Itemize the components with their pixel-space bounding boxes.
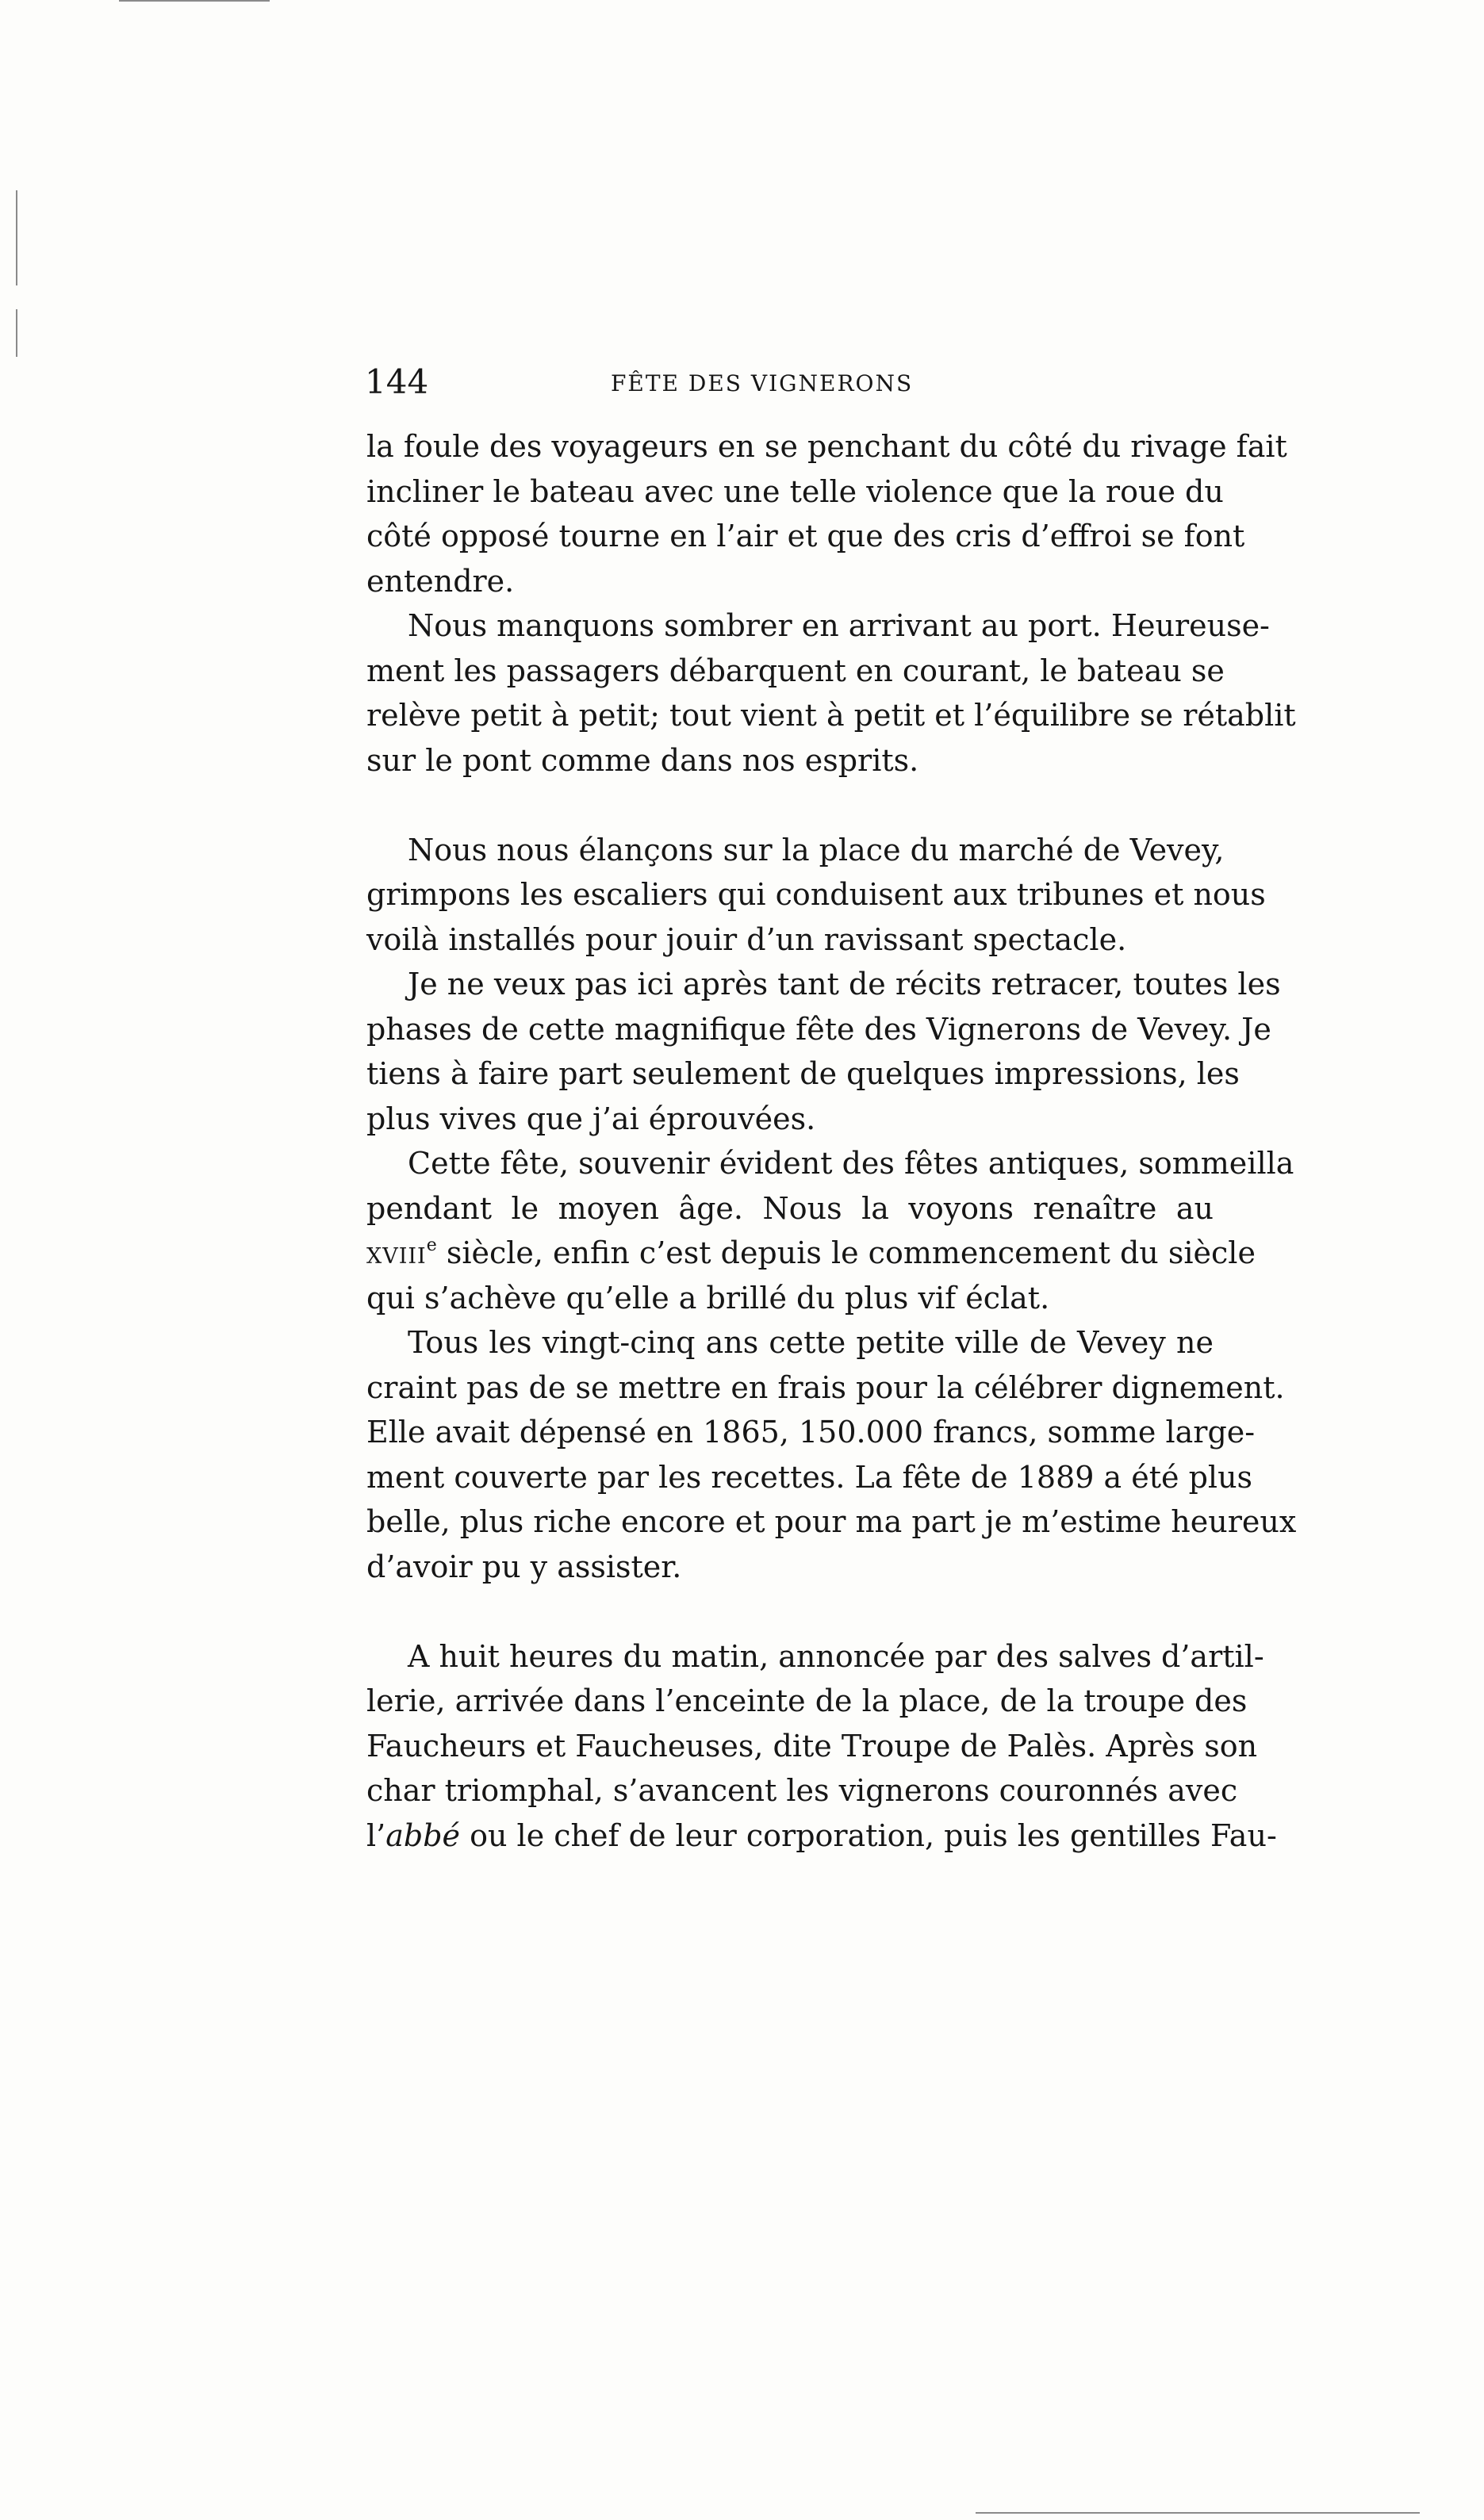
- text-line: Elle avait dépensé en 1865, 150.000 francs, somme large-: [366, 1415, 1256, 1450]
- text-line: lerie, arrivée dans l’enceinte de la place, de la troupe des: [366, 1683, 1248, 1718]
- text-line: pendant le moyen âge. Nous la voyons renaître au: [366, 1190, 1214, 1226]
- text-line: Je ne veux pas ici après tant de récits retracer, toutes les: [408, 967, 1281, 1001]
- text-line: char triomphal, s’avancent les vignerons couronnés avec: [366, 1773, 1238, 1808]
- century-numeral: xviii: [366, 1235, 427, 1270]
- text-line: craint pas de se mettre en frais pour la célébrer dignement.: [366, 1369, 1285, 1405]
- page-header: [365, 358, 1206, 406]
- text-line: phases de cette magnifique fête des Vignerons de Vevey. Je: [366, 1011, 1271, 1047]
- text-fragment: ou le chef de leur corporation, puis les gentilles Fau-: [460, 1817, 1277, 1853]
- text-line: Tous les vingt-cinq ans cette petite ville de Vevey ne: [408, 1325, 1214, 1360]
- text-line: la foule des voyageurs en se penchant du côté du rivage fait: [366, 429, 1287, 464]
- text-line: belle, plus riche encore et pour ma part je m’estime heureux: [366, 1504, 1297, 1539]
- text-line: côté opposé tourne en l’air et que des cris d’effroi se font: [366, 519, 1245, 553]
- text-line: relève petit à petit; tout vient à petit et l’équilibre se rétablit: [366, 698, 1296, 733]
- text-line: tiens à faire part seulement de quelques impressions, les: [366, 1056, 1240, 1091]
- scan-edge-mark: [976, 2512, 1420, 2514]
- italic-word: abbé: [385, 1817, 461, 1853]
- running-title: FÊTE DES VIGNERONS: [611, 370, 914, 396]
- section-break: [366, 783, 1214, 828]
- text-line: d’avoir pu y assister.: [366, 1549, 682, 1584]
- text-line: Cette fête, souvenir évident des fêtes antiques, sommeilla: [408, 1146, 1294, 1181]
- text-line: entendre.: [366, 563, 515, 599]
- text-line: incliner le bateau avec une telle violence que la roue du: [366, 473, 1224, 509]
- text-line: grimpons les escaliers qui conduisent aux tribunes et nous: [366, 877, 1266, 912]
- text-line: ment les passagers débarquent en courant, le bateau se: [366, 653, 1225, 688]
- text-line: A huit heures du matin, annoncée par des salves d’artil-: [408, 1638, 1264, 1674]
- text-line: Faucheurs et Faucheuses, dite Troupe de Palès. Après son: [366, 1728, 1258, 1764]
- text-line: voilà installés pour jouir d’un ravissant spectacle.: [366, 921, 1127, 957]
- section-break: [366, 1589, 1214, 1634]
- text-line: Nous nous élançons sur la place du marché de Vevey,: [408, 832, 1225, 867]
- text-line: sur le pont comme dans nos esprits.: [366, 742, 919, 778]
- text-fragment: l’: [366, 1817, 386, 1853]
- text-line: Nous manquons sombrer en arrivant au port. Heureuse-: [408, 608, 1270, 643]
- body-text: [366, 424, 1297, 1858]
- text-line: plus vives que j’ai éprouvées.: [366, 1101, 816, 1136]
- text-line: qui s’achève qu’elle a brillé du plus vif éclat.: [366, 1280, 1050, 1316]
- text-fragment: siècle, enfin c’est depuis le commencement du siècle: [436, 1235, 1256, 1270]
- scan-edge-mark: [119, 0, 270, 2]
- century-superscript: e: [426, 1235, 437, 1255]
- page-number: 144: [365, 362, 429, 401]
- text-line: [366, 1813, 1277, 1859]
- scan-edge-mark: [16, 309, 17, 357]
- scan-edge-mark: [16, 190, 17, 285]
- text-line: [366, 1231, 1256, 1276]
- text-line: ment couverte par les recettes. La fête de 1889 a été plus: [366, 1459, 1253, 1495]
